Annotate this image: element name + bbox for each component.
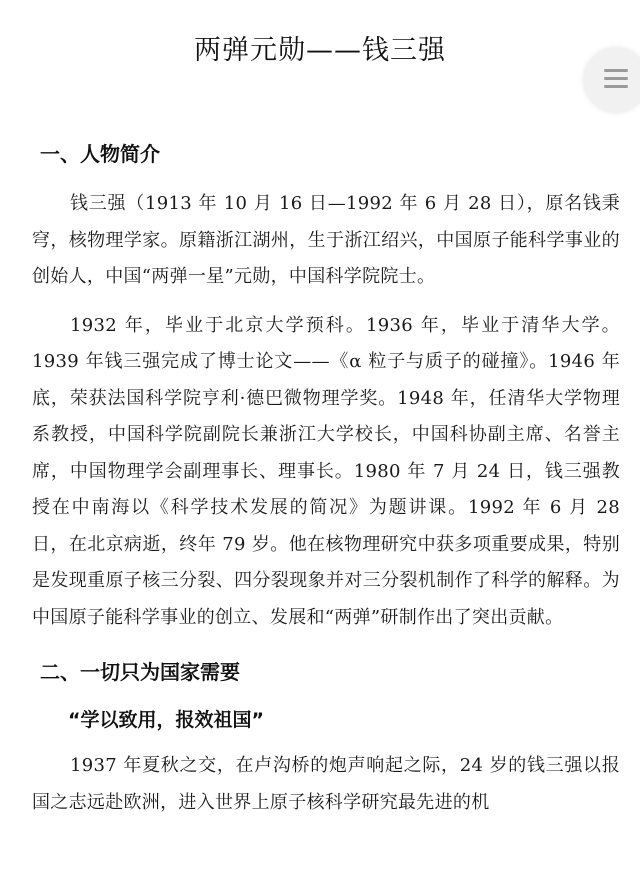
menu-icon	[604, 68, 628, 90]
paragraph-profile-career: 1932 年，毕业于北京大学预科。1936 年，毕业于清华大学。1939 年钱三强完成了博士论文——《α 粒子与质子的碰撞》。1946 年底，荣获法国科学院亨利·德巴微物理学奖。1948 年，任清华大学物理系教授，中国科学院副院长兼浙江大学校长，中国科协副主席、名誉主席，中国物理学会副理事长、理事长。1980 年 7 月 24 日，钱三强教授在中南海以《科学技术发展的简况》为题讲课。1992 年 6 月 28 日，在北京病逝，终年 79 岁。他在核物理研究中获多项重要成果，特别是发现重原子核三分裂、四分裂现象并对三分裂机制作了科学的解释。为中国原子能科学事业的创立、发展和“两弹”研制作出了突出贡献。	[32, 314, 620, 628]
document-title: 两弹元勋——钱三强	[194, 35, 446, 66]
section-heading-profile: 一、人物简介	[40, 142, 160, 166]
menu-button[interactable]	[584, 48, 640, 112]
paragraph-europe: 1937 年夏秋之交，在卢沟桥的炮声响起之际，24 岁的钱三强以报国之志远赴欧洲，进入世界上原子核科学研究最先进的机	[32, 755, 620, 813]
sub-heading-motto: “学以致用，报效祖国”	[68, 709, 264, 731]
document-body	[32, 128, 620, 833]
paragraph-profile-intro: 钱三强（1913 年 10 月 16 日—1992 年 6 月 28 日），原名钱秉穹，核物理学家。原籍浙江湖州，生于浙江绍兴，中国原子能科学事业的创始人，中国“两弹一星”元勋，中国科学院院士。	[32, 193, 620, 287]
section-heading-country: 二、一切只为国家需要	[40, 660, 240, 684]
